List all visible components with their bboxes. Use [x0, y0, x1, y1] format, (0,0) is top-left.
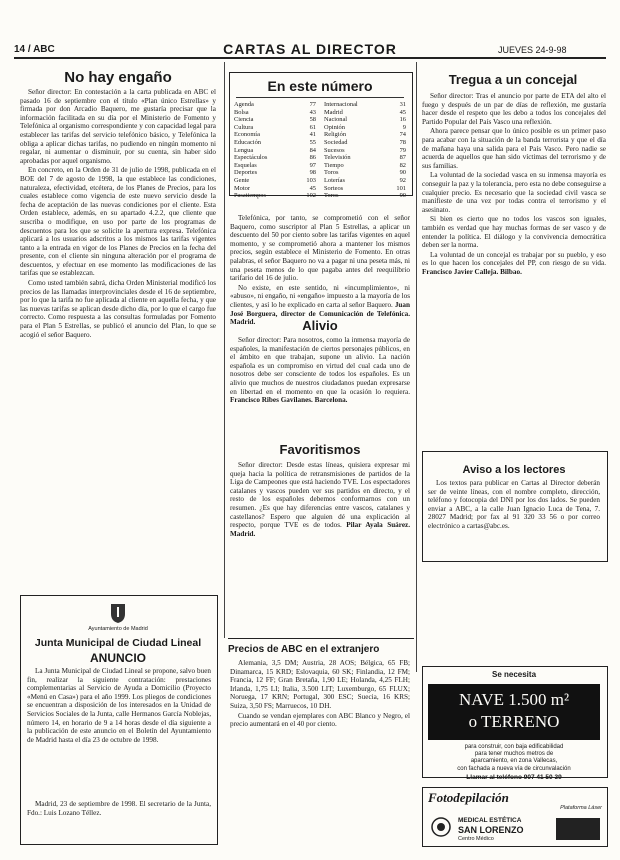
index-entry-label: Pasatiempos — [234, 192, 266, 200]
index-right-list — [324, 101, 406, 200]
nave-ad-text — [428, 744, 600, 773]
index-entry — [324, 169, 406, 177]
letter-title-tregua: Tregua a un concejal — [448, 72, 578, 87]
index-entry — [234, 162, 316, 170]
col-separator-1 — [224, 62, 225, 638]
letter-signature: Francisco Ribes Gavilanes. Barcelona. — [230, 396, 348, 405]
paragraph — [422, 251, 606, 277]
index-entry-page: 55 — [309, 138, 316, 146]
nave-ad-line: con fachada a nueva vía de circunvalación — [457, 765, 571, 772]
junta-ad-title: Junta Municipal de Ciudad Lineal — [34, 637, 202, 649]
letter-body-alivio — [230, 336, 410, 434]
index-entry-label: Televisión — [324, 154, 351, 162]
index-entry-page: 84 — [309, 146, 316, 154]
index-entry-page: 97 — [309, 161, 316, 169]
index-entry-page: 102 — [306, 192, 316, 200]
paragraph: Madrid, 23 de septiembre de 1998. El secretario de la Junta, Fdo.: Luis Lozano Téllez. — [27, 800, 211, 817]
paragraph: La voluntad de la sociedad vasca en su inmensa mayoría es conseguir la paz y la tolerancia, pero esta no debe conseguirse a cualquier precio. Es necesario que la sociedad civil vasca se manifieste de una vez por todas contra el terrorismo y el asesinato. — [422, 171, 606, 214]
index-entry — [234, 109, 316, 117]
letter-body-no-hay-engano — [20, 88, 216, 582]
nave-ad-headline-1: NAVE 1.500 m² — [458, 690, 570, 709]
junta-ad-subtitle: ANUNCIO — [90, 651, 146, 665]
index-entry-label: Ciencia — [234, 116, 254, 124]
paragraph: Señor director: En contestación a la carta publicada en ABC el pasado 16 de septiembre con el título «Plan único Estrellas» y firmada por don Arcadio Baquero, me gustaría precisar que la información facilitada en su día por el Ministerio de Fomento y Telefónica al organismo correspondiente y con capacidad legal para establecer las tarifas del servicio telefónico básico, y Telefónica la obliga a aplicar dichas tarifas, no pudiendo en ningún momento ni regalar, ni aumentar o disminuir, por su cuenta, sin haber sido aprobadas por aquel organismo. — [20, 88, 216, 165]
index-entry-label: Tiempo — [324, 161, 344, 169]
index-entry — [234, 101, 316, 109]
index-entry — [324, 116, 406, 124]
prices-body — [230, 659, 410, 845]
paragraph: En concreto, en la Orden de 31 de julio de 1998, publicada en el BOE del 7 de agosto de 1998, la que establece las condiciones, naturaleza, efectividad, etcétera, de los Planes de Precios, para los cuales establece como vigencia de este nuevo servicio desde la fecha de aceptación de las nuevas condiciones por el cliente. Esta Orden establece, además, en su apartado 4.2.2, que cliente que suscriba o modifique, en uso por parte de los programas de descuentos para los que se solicite la apertura expresa. Telefónica aplicará a los usuarios adscritos a los mismos las tarifas vigentes tanto a la entrada en vigor de los Planes de Precios en la fecha del presente, con el cliente sin ninguna alteración por el programa de descuentos, y efectuar en ese momento las modificaciones de las tarifas que se establezcan. — [20, 166, 216, 278]
foto-ad-badge — [556, 818, 600, 840]
index-entry-label: Educación — [234, 138, 261, 146]
section-title: CARTAS AL DIRECTOR — [223, 41, 397, 57]
paragraph: Señor director: Tras el anuncio por parte de ETA del alto el fuego y después de un par de días de reflexión, me gustaría hacer desde el respeto que les debo a todos los concejales del Partido Popular del País Vasco una reflexión. — [422, 92, 606, 126]
index-entry-label: Cultura — [234, 123, 254, 131]
letter-title-alivio: Alivio — [302, 318, 338, 333]
index-entry-page: 45 — [399, 108, 406, 116]
index-entry-page: 92 — [399, 176, 406, 184]
letter-signature: Juan José Borguera, director de Comunicación de Telefónica. Madrid. — [230, 300, 411, 327]
index-entry-page: 78 — [399, 138, 406, 146]
index-entry-label: Internacional — [324, 101, 358, 108]
index-entry — [234, 169, 316, 177]
foto-ad-subtitle: Plataforma Láser — [560, 805, 602, 811]
letter-body-tregua — [422, 92, 606, 442]
nave-ad-headline-2: o TERRENO — [468, 712, 560, 731]
foto-ad-contact: Centro Médico — [458, 836, 494, 842]
index-entry — [324, 147, 406, 155]
index-entry-label: Sorteos — [324, 184, 344, 192]
paragraph-text: No existe, en este sentido, ni «incumplimiento», ni «abuso», ni engaño, ni «engaño» impuesto a la mayoría de los clientes, y así lo he explicado en carta al señor Baquero. — [230, 283, 410, 309]
index-entry-page: 103 — [306, 176, 316, 184]
crest-caption: Ayuntamiento de Madrid — [88, 626, 148, 632]
letter-body-favoritismos — [230, 461, 410, 631]
paragraph: La Junta Municipal de Ciudad Lineal se propone, salvo buen fin, realizar la siguiente contratación: prestaciones complementarias al Servicio de Ayuda a Domicilio (Proyecto «Menú en Casa») para el año 1999. Los pliegos de condiciones se encuentran a disposición de los interesados en la Unidad de Servicios Sociales de la Junta, calle Hermanos García Noblejas, número 14, en horario de 9 a 14 horas desde el día siguiente a la publicación de este anuncio en el Boletín del Ayuntamiento de Madrid hasta el día 23 de octubre de 1998. — [27, 667, 211, 744]
index-entry-label: Esquelas — [234, 161, 257, 169]
index-entry-label: Bolsa — [234, 108, 249, 116]
foto-ad-clinic-1: MEDICAL ESTÉTICA — [458, 817, 522, 824]
paragraph: Como usted también sabrá, dicha Orden Ministerial modificó los precios de las llamadas interprovinciales desde el 16 de septiembre, por lo que la tarifa no fue aplicada al cliente en aquella fecha, y que las nuevas tarifas se aplican desde dicho día, por lo que el cargo fue correcto. Como respuesta a las consultas formuladas por Fomento para el Plan 5 Estrellas, se publicó el anuncio del Plan, lo que se acogió el señor Baquero. — [20, 279, 216, 339]
index-title-rule — [236, 97, 404, 98]
foto-ad-title: Fotodepilación — [428, 790, 509, 805]
paragraph — [230, 336, 410, 405]
index-entry — [324, 124, 406, 132]
paragraph — [230, 461, 410, 538]
index-entry-page: 90 — [399, 192, 406, 200]
index-entry — [324, 101, 406, 109]
aviso-title: Aviso a los lectores — [462, 464, 566, 476]
index-entry — [234, 185, 316, 193]
clinic-logo — [430, 816, 452, 838]
nave-ad-line: para construir, con baja edificabilidad — [464, 744, 564, 750]
index-entry — [324, 162, 406, 170]
index-entry — [324, 192, 406, 200]
junta-ad-body — [27, 667, 211, 797]
index-entry — [324, 109, 406, 117]
index-entry-label: Agenda — [234, 101, 254, 108]
index-entry-label: Lengua — [234, 146, 254, 154]
paragraph: Telefónica, por tanto, se comprometió con el señor Baquero, como suscriptor al Plan 5 Estrellas, a aplicar un descuento del 50 por ciento sobre las tarifas vigentes en aquel momento, y se comprometió ahora a mantener los mismos precios, según establece el Ministerio de Fomento. En otras palabras, el señor Baquero no va a pagar ni una peseta más, ni una peseta menos de lo que pagaba antes del reequilibrio tarifario del 16 de julio. — [230, 214, 410, 283]
letter-signature: Francisco Javier Calleja. Bilbao. — [422, 267, 522, 276]
index-entry-label: Opinión — [324, 123, 345, 131]
index-entry-page: 43 — [309, 108, 316, 116]
prices-rule — [228, 638, 414, 639]
index-entry-page: 90 — [399, 169, 406, 177]
index-entry-page: 9 — [402, 123, 406, 131]
paragraph-text: La voluntad de un concejal es trabajar por su pueblo, y eso es lo que hacen los concejales del PP, con riesgo de su vida. — [422, 250, 606, 268]
index-entry-label: Deportes — [234, 169, 258, 177]
index-entry-label: Motor — [234, 184, 250, 192]
index-entry — [324, 131, 406, 139]
index-entry-label: Madrid — [324, 108, 343, 116]
crest-icon — [108, 602, 128, 624]
index-entry — [234, 139, 316, 147]
index-entry — [234, 154, 316, 162]
index-entry — [234, 192, 316, 200]
index-entry-page: 77 — [309, 101, 316, 108]
aviso-body — [428, 479, 600, 557]
index-entry-page: 87 — [399, 154, 406, 162]
index-entry-page: 16 — [399, 116, 406, 124]
letter-title-no-hay-engano: No hay engaño — [64, 69, 172, 86]
index-entry — [234, 177, 316, 185]
index-entry — [234, 116, 316, 124]
index-entry-label: Nacional — [324, 116, 348, 124]
index-entry — [324, 177, 406, 185]
index-entry-label: Sociedad — [324, 138, 348, 146]
index-entry-label: Espectáculos — [234, 154, 268, 162]
index-entry-label: Religión — [324, 131, 347, 139]
index-entry-page: 61 — [309, 123, 316, 131]
index-entry-label: Sucesos — [324, 146, 345, 154]
index-entry-page: 31 — [399, 101, 406, 108]
index-entry-label: Gente — [234, 176, 250, 184]
index-entry-label: Economía — [234, 131, 260, 139]
index-entry-page: 101 — [396, 184, 406, 192]
foto-ad-clinic-2: SAN LORENZO — [458, 825, 524, 835]
paragraph: Alemania, 3,5 DM; Austria, 28 AOS; Bélgica, 65 FB; Dinamarca, 15 KRD; Eslovaquia, 60 SK; Finlandia, 12 FM; Francia, 12 FF; Gran Bretaña, 1,90 LE; Holanda, 4,25 FLH; Irlanda, 1,75 LI; Italia, 3.500 LIT; Luxemburgo, 65 FLUX; Noruega, 17 KRN; Portugal, 300 ESC; Suecia, 16 KRS; Suiza, 3,50 FS; Marruecos, 10 DH. — [230, 659, 410, 710]
col-separator-2 — [416, 62, 417, 672]
index-entry-label: Loterías — [324, 176, 345, 184]
index-entry-page: 82 — [399, 161, 406, 169]
paragraph: Los textos para publicar en Cartas al Director deberán ser de veinte líneas, con el nombre completo, dirección, teléfono y fotocopia del DNI por los dos lados. Se pueden enviar a ABC, a la calle Juan Ignacio Luca de Tena, 7. 28027 Madrid; por fax al 91 320 33 56 o por correo electrónico a cartas@abc.es. — [428, 479, 600, 530]
index-entry-page: 86 — [309, 154, 316, 162]
index-left-list — [234, 101, 316, 200]
nave-ad-phone: Llamar al teléfono 907 41 50 39 — [466, 774, 562, 781]
paragraph: Cuando se vendan ejemplares con ABC Blanco y Negro, el precio aumentará en el 40 por ciento. — [230, 711, 410, 729]
index-entry — [324, 185, 406, 193]
junta-ad-signature — [27, 800, 211, 840]
letter-signature: Pilar Ayala Suárez. Madrid. — [230, 521, 411, 538]
page-date: JUEVES 24-9-98 — [498, 45, 567, 55]
index-entry-page: 45 — [309, 184, 316, 192]
nave-ad-line: para tener muchos metros de — [474, 751, 554, 758]
index-entry — [234, 124, 316, 132]
paragraph: Ahora parece pensar que lo único posible es un primer paso para acabar con la situación de la banda terrorista y que el día de mañana haya una salida para el País Vasco. Pero nadie se acuerda de aquellos que han sido víctimas del terrorismo y de sus familias. — [422, 127, 606, 170]
prices-title: Precios de ABC en el extranjero — [228, 644, 380, 655]
nave-ad-line: aparcamiento, en zona Vallecas, — [470, 758, 558, 765]
index-entry — [234, 147, 316, 155]
index-entry-label: Toros — [324, 169, 339, 177]
nave-ad-label: Se necesita — [491, 670, 537, 679]
index-entry-page: 74 — [399, 131, 406, 139]
index-entry — [324, 154, 406, 162]
index-entry-label: Toros — [324, 192, 339, 200]
paragraph-text: Señor director: Para nosotros, como la inmensa mayoría de españoles, la manifestación de ciertos personajes públicos, en el ámbito en que trabajan, supone un alivio. La nación española es un compromiso en virtud del cual cada uno de nosotros debe ser consciente de todos los españoles. Es un alivio que muchos de nuestros ciudadanos puedan expresarse en libertad en el momento en que la ocasión lo requiera. — [230, 336, 410, 396]
index-entry — [324, 139, 406, 147]
paragraph-text: Señor director: Desde estas líneas, quisiera expresar mi queja hacia la política de retransmisiones de partidos de la Liga de Campeones que está haciendo TVE. Los espectadores catalanes y vascos pueden ver sus partidos en directo, y el resto de los españoles debemos conformarnos con un resumen. ¿Es que hay diferencias entre vascos, catalanes y castellanos? Espero que alguien dé una explicación al respecto, porque TVE es de todos. — [230, 461, 410, 530]
index-entry-page: 79 — [399, 146, 406, 154]
index-entry-page: 58 — [309, 116, 316, 124]
paragraph: Si bien es cierto que no todos los vascos son iguales, también es verdad que hay muchas formas de ser vasco y de entender la política. El diálogo y la convivencia democrática deben ser la norma. — [422, 215, 606, 250]
page-number: 14 / ABC — [14, 44, 55, 55]
index-entry-page: 41 — [309, 131, 316, 139]
index-entry — [234, 131, 316, 139]
header-rule — [14, 57, 606, 59]
index-title: En este número — [267, 78, 373, 94]
letter-title-favoritismos: Favoritismos — [279, 442, 361, 457]
index-entry-page: 98 — [309, 169, 316, 177]
